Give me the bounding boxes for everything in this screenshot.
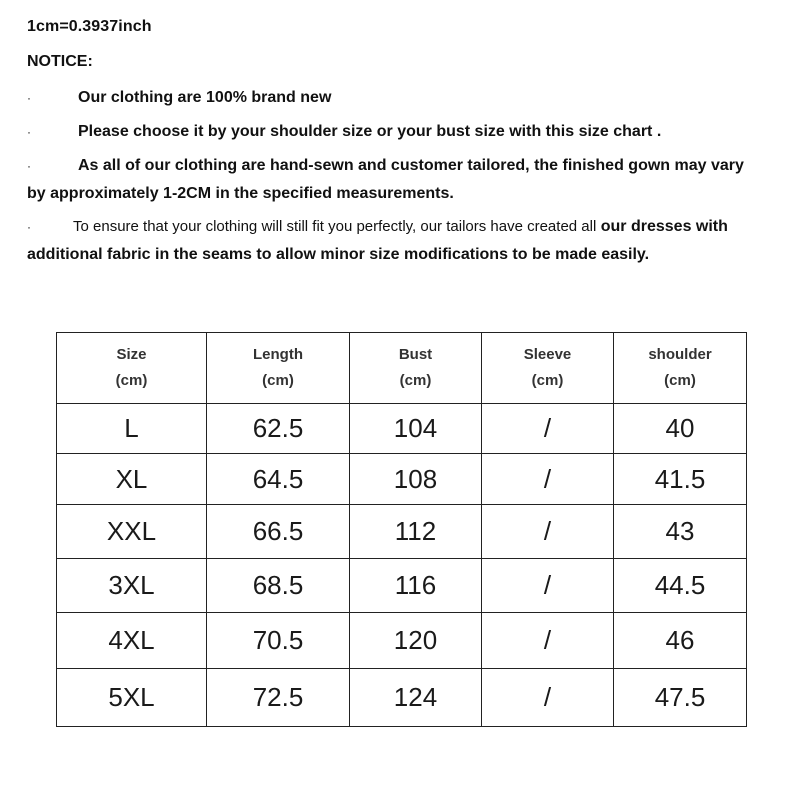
- table-row: [57, 505, 747, 559]
- table-row: [57, 404, 747, 454]
- notice-bullet: [27, 213, 747, 269]
- bullet-text: Please choose it by your shoulder size or your bust size with this size chart .: [78, 123, 662, 140]
- cell-length: 64.5: [207, 454, 350, 505]
- bullet-text: [27, 213, 747, 269]
- cell-size: 3XL: [57, 559, 207, 613]
- cell-bust: 108: [350, 454, 482, 505]
- header-label: Sleeve: [523, 346, 572, 363]
- table-row: [57, 613, 747, 669]
- cell-size: L: [57, 404, 207, 454]
- cell-sleeve: /: [482, 454, 614, 505]
- header-shoulder: [614, 333, 747, 404]
- bullet-dot: ·: [27, 220, 31, 234]
- notice-title: NOTICE:: [27, 53, 93, 70]
- table-header-row: [57, 333, 747, 404]
- cell-bust: 104: [350, 404, 482, 454]
- header-unit: (cm): [531, 372, 564, 389]
- cell-shoulder: 44.5: [614, 559, 747, 613]
- cell-shoulder: 41.5: [614, 454, 747, 505]
- notice-bullet: [27, 152, 747, 208]
- header-unit: (cm): [664, 372, 696, 389]
- header-label: Length: [253, 346, 303, 363]
- header-length: [207, 333, 350, 404]
- cell-length: 72.5: [207, 669, 350, 727]
- cell-bust: 116: [350, 559, 482, 613]
- cell-shoulder: 43: [614, 505, 747, 559]
- cell-sleeve: /: [482, 559, 614, 613]
- cell-bust: 120: [350, 613, 482, 669]
- cell-length: 70.5: [207, 613, 350, 669]
- cell-length: 66.5: [207, 505, 350, 559]
- header-size: [57, 333, 207, 404]
- cell-length: 62.5: [207, 404, 350, 454]
- bullet-text-bold: our dresses with additional fabric in the seams to allow minor size modifications to be made easily.: [27, 218, 728, 263]
- size-chart-table: [56, 332, 747, 727]
- table-row: [57, 669, 747, 727]
- header-unit: (cm): [399, 372, 432, 389]
- bullet-dot: ·: [27, 91, 31, 105]
- table-row: [57, 559, 747, 613]
- cell-size: 5XL: [57, 669, 207, 727]
- cell-sleeve: /: [482, 505, 614, 559]
- bullet-dot: ·: [27, 125, 31, 139]
- cell-size: XL: [57, 454, 207, 505]
- header-sleeve: [482, 333, 614, 404]
- bullet-text: As all of our clothing are hand-sewn and customer tailored, the finished gown may vary by approximately 1-2CM in the specified measurements.: [27, 157, 744, 202]
- cell-sleeve: /: [482, 613, 614, 669]
- cell-shoulder: 47.5: [614, 669, 747, 727]
- cell-bust: 112: [350, 505, 482, 559]
- header-label: Bust: [398, 346, 433, 363]
- bullet-text: Our clothing are 100% brand new: [78, 89, 332, 106]
- cell-sleeve: /: [482, 669, 614, 727]
- header-bust: [350, 333, 482, 404]
- cell-size: XXL: [57, 505, 207, 559]
- cell-sleeve: /: [482, 404, 614, 454]
- header-label: Size: [116, 346, 147, 363]
- cell-size: 4XL: [57, 613, 207, 669]
- cell-shoulder: 40: [614, 404, 747, 454]
- cell-length: 68.5: [207, 559, 350, 613]
- table-row: [57, 454, 747, 505]
- cell-shoulder: 46: [614, 613, 747, 669]
- bullet-dot: ·: [27, 159, 31, 173]
- header-unit: (cm): [115, 372, 148, 389]
- header-label: shoulder: [648, 346, 712, 363]
- bullet-text-light: To ensure that your clothing will still fit you perfectly, our tailors have created all: [73, 218, 597, 235]
- notice-bullet: [27, 118, 661, 146]
- notice-bullet: [27, 84, 331, 112]
- cell-bust: 124: [350, 669, 482, 727]
- header-unit: (cm): [262, 372, 294, 389]
- unit-conversion: 1cm=0.3937inch: [27, 18, 152, 35]
